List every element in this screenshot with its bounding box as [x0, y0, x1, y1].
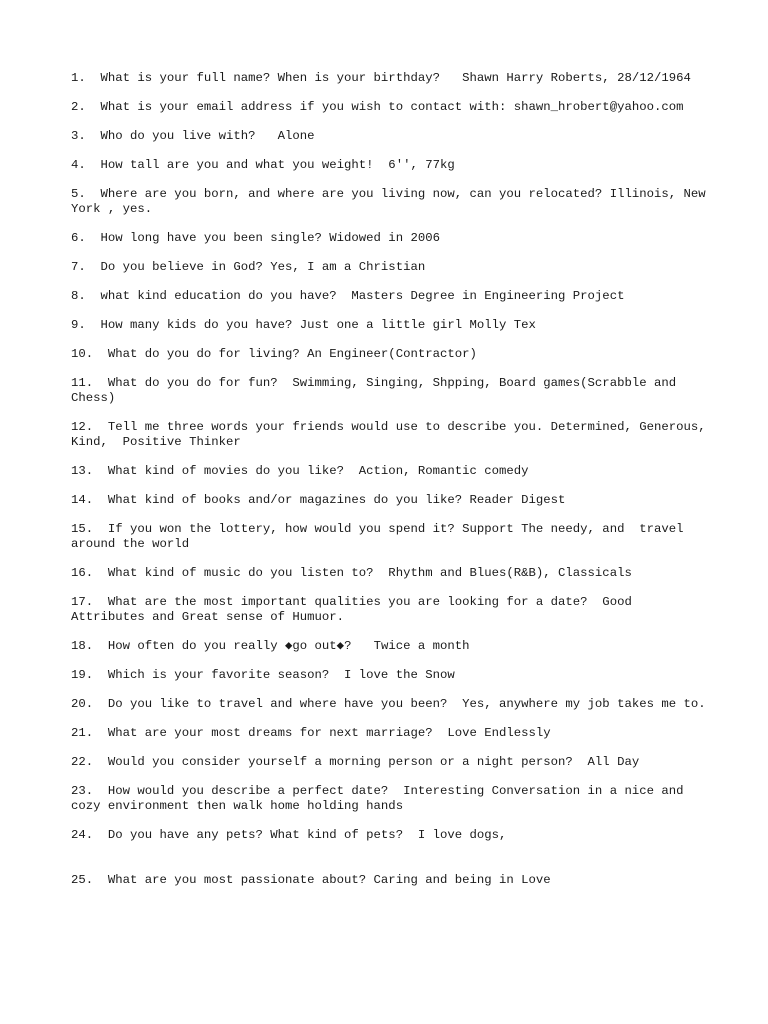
- qa-item-20: 20. Do you like to travel and where have you been? Yes, anywhere my job takes me to.: [71, 697, 706, 711]
- qa-item-11: 11. What do you do for fun? Swimming, Singing, Shpping, Board games(Scrabble and Chess): [71, 376, 684, 405]
- qa-item-6: 6. How long have you been single? Widowed in 2006: [71, 231, 440, 245]
- qa-item-13: 13. What kind of movies do you like? Action, Romantic comedy: [71, 464, 529, 478]
- qa-item-3: 3. Who do you live with? Alone: [71, 129, 315, 143]
- qa-item-23: 23. How would you describe a perfect date? Interesting Conversation in a nice and cozy environment then walk home holding hands: [71, 784, 691, 813]
- qa-item-7: 7. Do you believe in God? Yes, I am a Christian: [71, 260, 426, 274]
- qa-item-16: 16. What kind of music do you listen to? Rhythm and Blues(R&B), Classicals: [71, 566, 632, 580]
- qa-item-15: 15. If you won the lottery, how would you spend it? Support The needy, and travel around the world: [71, 522, 691, 551]
- qa-item-14: 14. What kind of books and/or magazines do you like? Reader Digest: [71, 493, 566, 507]
- qa-item-8: 8. what kind education do you have? Masters Degree in Engineering Project: [71, 289, 625, 303]
- qa-item-10: 10. What do you do for living? An Engineer(Contractor): [71, 347, 477, 361]
- qa-item-4: 4. How tall are you and what you weight! 6'', 77kg: [71, 158, 455, 172]
- qa-item-18: 18. How often do you really ◆go out◆? Twice a month: [71, 639, 470, 653]
- qa-item-24: 24. Do you have any pets? What kind of pets? I love dogs,: [71, 828, 507, 842]
- qa-item-21: 21. What are your most dreams for next marriage? Love Endlessly: [71, 726, 551, 740]
- document-page: [71, 71, 714, 902]
- qa-item-25: 25. What are you most passionate about? Caring and being in Love: [71, 873, 551, 887]
- qa-item-1: 1. What is your full name? When is your birthday? Shawn Harry Roberts, 28/12/1964: [71, 71, 691, 85]
- qa-item-17: 17. What are the most important qualities you are looking for a date? Good Attributes and Great sense of Humuor.: [71, 595, 640, 624]
- qa-item-19: 19. Which is your favorite season? I love the Snow: [71, 668, 455, 682]
- qa-item-22: 22. Would you consider yourself a morning person or a night person? All Day: [71, 755, 640, 769]
- qa-item-9: 9. How many kids do you have? Just one a little girl Molly Tex: [71, 318, 536, 332]
- qa-item-5: 5. Where are you born, and where are you living now, can you relocated? Illinois, New York , yes.: [71, 187, 714, 216]
- qa-item-2: 2. What is your email address if you wish to contact with: shawn_hrobert@yahoo.com: [71, 100, 684, 114]
- qa-item-12: 12. Tell me three words your friends would use to describe you. Determined, Generous, Kind, Positive Thinker: [71, 420, 714, 449]
